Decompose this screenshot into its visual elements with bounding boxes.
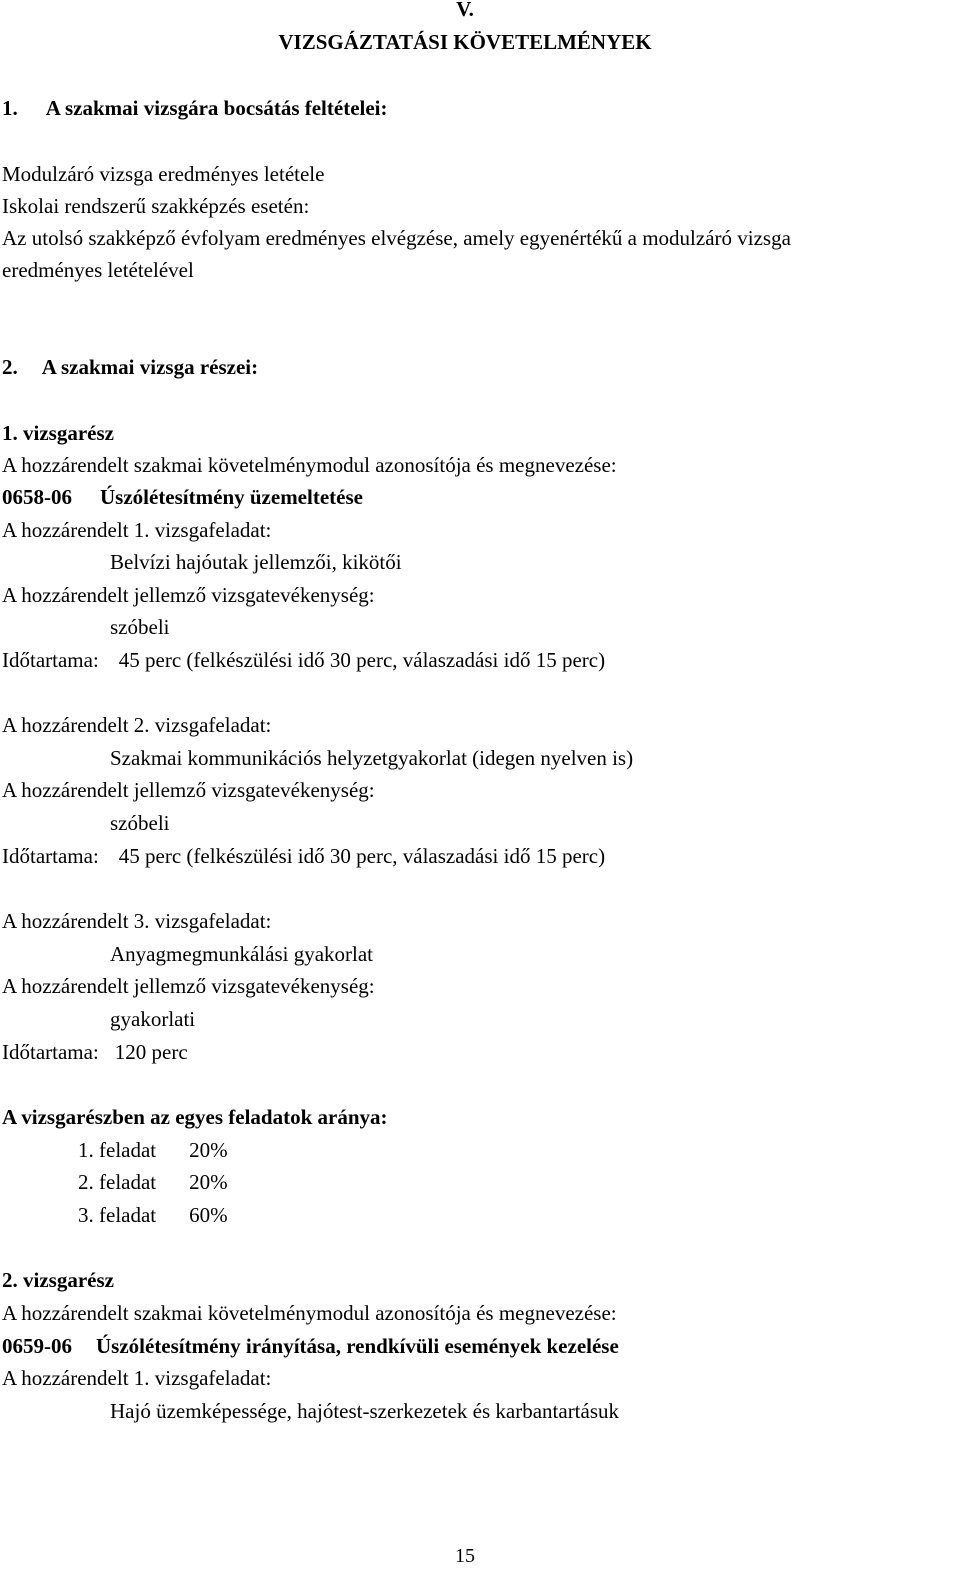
task-1-label: A hozzárendelt 1. vizsgafeladat: — [2, 518, 272, 542]
task-2-activity: szóbeli — [110, 811, 170, 835]
page-number: 15 — [455, 1545, 475, 1567]
ratio-task: 3. feladat — [78, 1203, 157, 1227]
task-3-activity-label: A hozzárendelt jellemző vizsgatevékenység: — [2, 974, 375, 998]
ratio-task: 1. feladat — [78, 1138, 157, 1162]
task-2-duration-value: 45 perc (felkészülési idő 30 perc, válaszadási idő 15 perc) — [118, 844, 606, 868]
section-1-title: A szakmai vizsgára bocsátás feltételei: — [45, 96, 388, 120]
task-2-label: A hozzárendelt 2. vizsgafeladat: — [2, 713, 272, 737]
part-1-module-name: Úszólétesítmény üzemeltetése — [100, 485, 363, 509]
task-3-duration — [2, 1039, 188, 1065]
part-1-module-label: A hozzárendelt szakmai követelménymodul azonosítója és megnevezése: — [2, 453, 617, 477]
ratio-row — [78, 1169, 228, 1195]
section-2-heading — [2, 354, 258, 380]
section-2-number: 2. — [2, 355, 18, 379]
task-2-duration — [2, 843, 605, 869]
task-2-name: Szakmai kommunikációs helyzetgyakorlat (idegen nyelven is) — [110, 746, 634, 770]
part-2-task-label: A hozzárendelt 1. vizsgafeladat: — [2, 1366, 272, 1390]
part-1-module-code: 0658-06 — [2, 485, 72, 509]
ratio-percent: 20% — [189, 1138, 228, 1162]
task-1-duration-value: 45 perc (felkészülési idő 30 perc, válaszadási idő 15 perc) — [118, 648, 606, 672]
task-1-activity: szóbeli — [110, 615, 170, 639]
part-1-module — [2, 484, 363, 510]
task-1-activity-label: A hozzárendelt jellemző vizsgatevékenység: — [2, 583, 375, 607]
ratio-percent: 20% — [189, 1170, 228, 1194]
part-2-task-name: Hajó üzemképessége, hajótest-szerkezetek és karbantartásuk — [110, 1399, 620, 1423]
task-3-label: A hozzárendelt 3. vizsgafeladat: — [2, 909, 272, 933]
task-3-activity: gyakorlati — [110, 1007, 196, 1031]
task-1-name: Belvízi hajóutak jellemzői, kikötői — [110, 550, 402, 574]
part-2-module-name: Úszólétesítmény irányítása, rendkívüli események kezelése — [96, 1334, 619, 1358]
chapter-title: VIZSGÁZTATÁSI KÖVETELMÉNYEK — [278, 30, 652, 54]
section-1-number: 1. — [2, 96, 18, 120]
part-1-title: 1. vizsgarész — [2, 421, 114, 445]
task-2-activity-label: A hozzárendelt jellemző vizsgatevékenység: — [2, 778, 375, 802]
part-2-title: 2. vizsgarész — [2, 1268, 114, 1292]
section-1-heading — [2, 95, 388, 121]
task-2-duration-label: Időtartama: — [2, 844, 99, 868]
task-1-duration — [2, 647, 605, 673]
task-3-duration-label: Időtartama: — [2, 1040, 99, 1064]
section-1-line: eredményes letételével — [2, 258, 194, 282]
task-1-duration-label: Időtartama: — [2, 648, 99, 672]
ratio-heading: A vizsgarészben az egyes feladatok aránya: — [2, 1105, 388, 1129]
section-1-line: Modulzáró vizsga eredményes letétele — [2, 162, 325, 186]
part-2-module — [2, 1333, 619, 1359]
ratio-row — [78, 1137, 228, 1163]
part-2-module-label: A hozzárendelt szakmai követelménymodul azonosítója és megnevezése: — [2, 1301, 617, 1325]
part-2-module-code: 0659-06 — [2, 1334, 72, 1358]
chapter-number: V. — [456, 0, 474, 21]
task-3-name: Anyagmegmunkálási gyakorlat — [110, 942, 374, 966]
section-2-title: A szakmai vizsga részei: — [41, 355, 259, 379]
task-3-duration-value: 120 perc — [114, 1040, 188, 1064]
section-1-line: Iskolai rendszerű szakképzés esetén: — [2, 194, 310, 218]
section-1-line: Az utolsó szakképző évfolyam eredményes elvégzése, amely egyenértékű a modulzáró vizsga — [2, 226, 791, 250]
ratio-row — [78, 1202, 228, 1228]
ratio-task: 2. feladat — [78, 1170, 157, 1194]
ratio-percent: 60% — [189, 1203, 228, 1227]
